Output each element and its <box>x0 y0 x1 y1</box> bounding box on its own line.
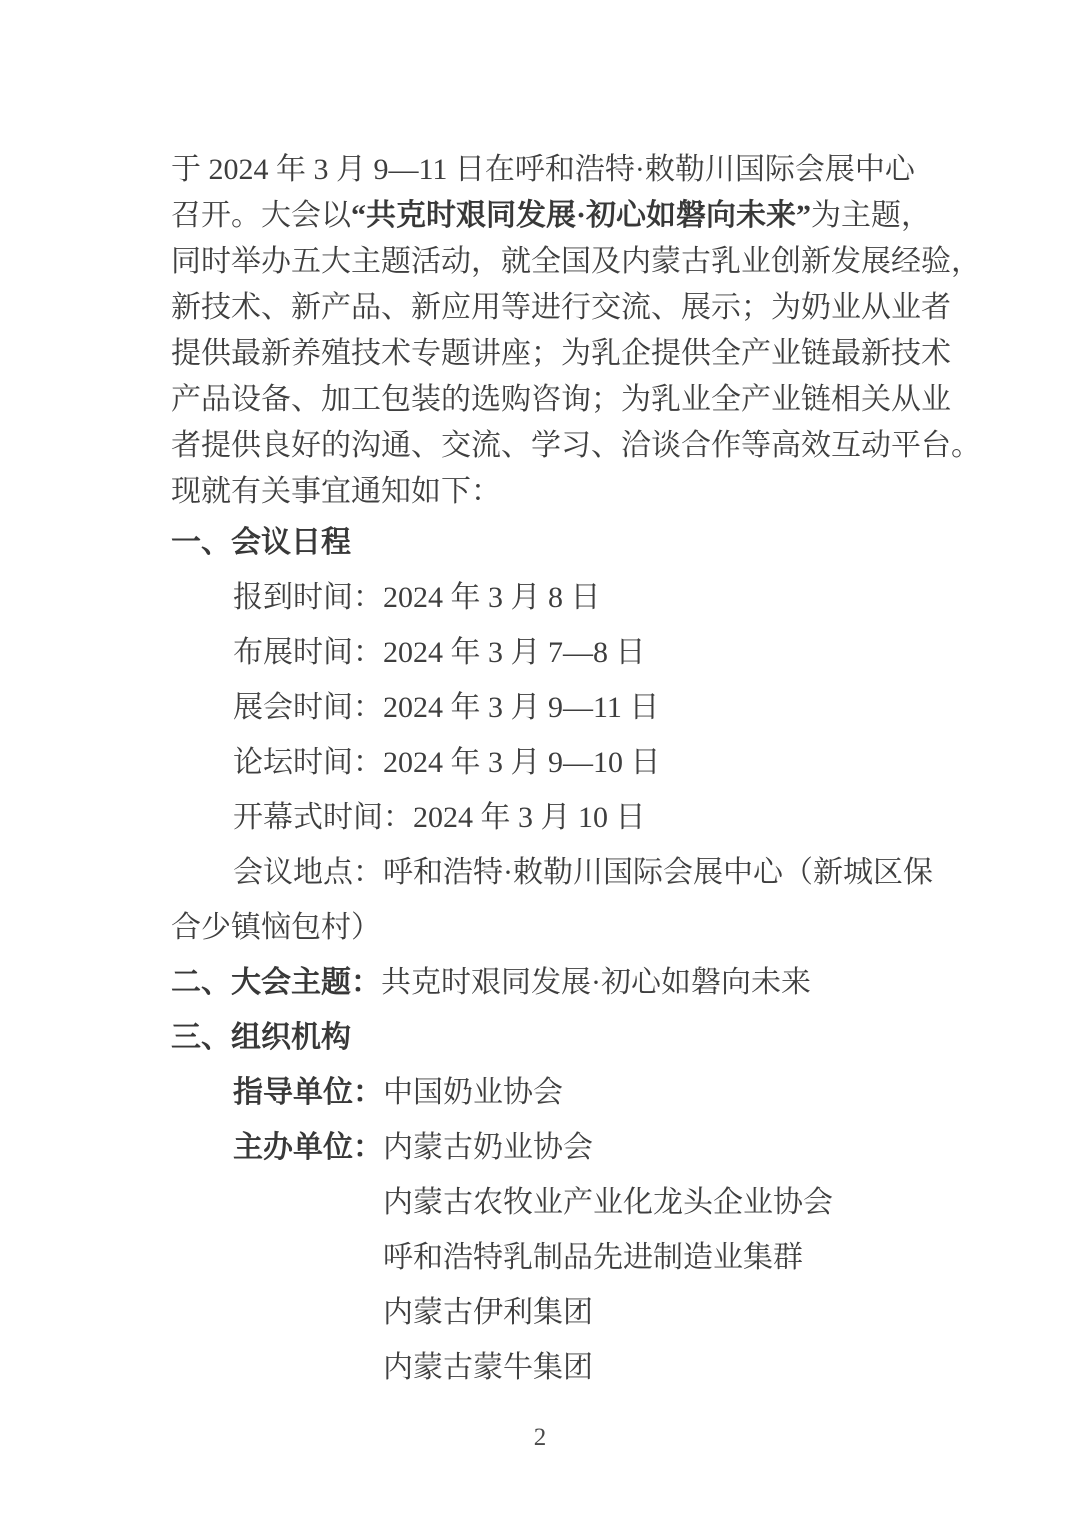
schedule-item-exhibition: 展会时间：2024 年 3 月 9—11 日 <box>233 691 660 724</box>
conference-theme-quoted: “共克时艰同发展·初心如磐向未来” <box>351 199 812 232</box>
host-organization: 呼和浩特乳制品先进制造业集群 <box>383 1241 803 1274</box>
intro-line-7: 者提供良好的沟通、交流、学习、洽谈合作等高效互动平台。 <box>171 429 981 462</box>
host-organization: 内蒙古农牧业产业化龙头企业协会 <box>383 1186 833 1219</box>
intro-line-2 <box>171 193 961 239</box>
intro-line-3: 同时举办五大主题活动，就全国及内蒙古乳业创新发展经验， <box>171 245 981 278</box>
guidance-unit-line <box>171 1065 961 1120</box>
host-unit-value: 内蒙古奶业协会 <box>383 1131 593 1164</box>
intro-line-4: 新技术、新产品、新应用等进行交流、展示；为奶业从业者 <box>171 291 951 324</box>
host-unit-line <box>171 1120 961 1175</box>
section-3-heading: 三、组织机构 <box>171 1021 351 1054</box>
page-number: 2 <box>533 1424 547 1451</box>
guidance-unit-value: 中国奶业协会 <box>383 1076 563 1109</box>
schedule-item-setup: 布展时间：2024 年 3 月 7—8 日 <box>233 636 646 669</box>
schedule-item-opening: 开幕式时间：2024 年 3 月 10 日 <box>233 801 646 834</box>
intro-line-2-pre: 召开。大会以 <box>171 199 351 232</box>
host-organization: 内蒙古伊利集团 <box>383 1296 593 1329</box>
intro-line-5: 提供最新养殖技术专题讲座；为乳企提供全产业链最新技术 <box>171 337 951 370</box>
document-text-block <box>171 147 981 1395</box>
intro-line-6: 产品设备、加工包装的选购咨询；为乳业全产业链相关从业 <box>171 383 951 416</box>
intro-line-1: 于 2024 年 3 月 9—11 日在呼和浩特·敕勒川国际会展中心 <box>171 153 915 186</box>
schedule-item-venue: 会议地点：呼和浩特·敕勒川国际会展中心（新城区保 <box>233 856 933 889</box>
guidance-unit-label: 指导单位： <box>233 1076 383 1109</box>
section-2-label: 二、大会主题： <box>171 966 381 999</box>
section-1-heading: 一、会议日程 <box>171 526 351 559</box>
intro-line-2-post: 为主题， <box>811 199 932 232</box>
venue-continuation-line: 合少镇恼包村） <box>171 911 381 944</box>
section-2-theme: 共克时艰同发展·初心如磐向未来 <box>381 966 811 999</box>
section-2-heading <box>171 955 961 1010</box>
host-unit-label: 主办单位： <box>233 1131 383 1164</box>
intro-line-8: 现就有关事宜通知如下： <box>171 475 501 508</box>
host-organization: 内蒙古蒙牛集团 <box>383 1351 593 1384</box>
schedule-item-registration: 报到时间：2024 年 3 月 8 日 <box>233 581 601 614</box>
schedule-item-forum: 论坛时间：2024 年 3 月 9—10 日 <box>233 746 661 779</box>
